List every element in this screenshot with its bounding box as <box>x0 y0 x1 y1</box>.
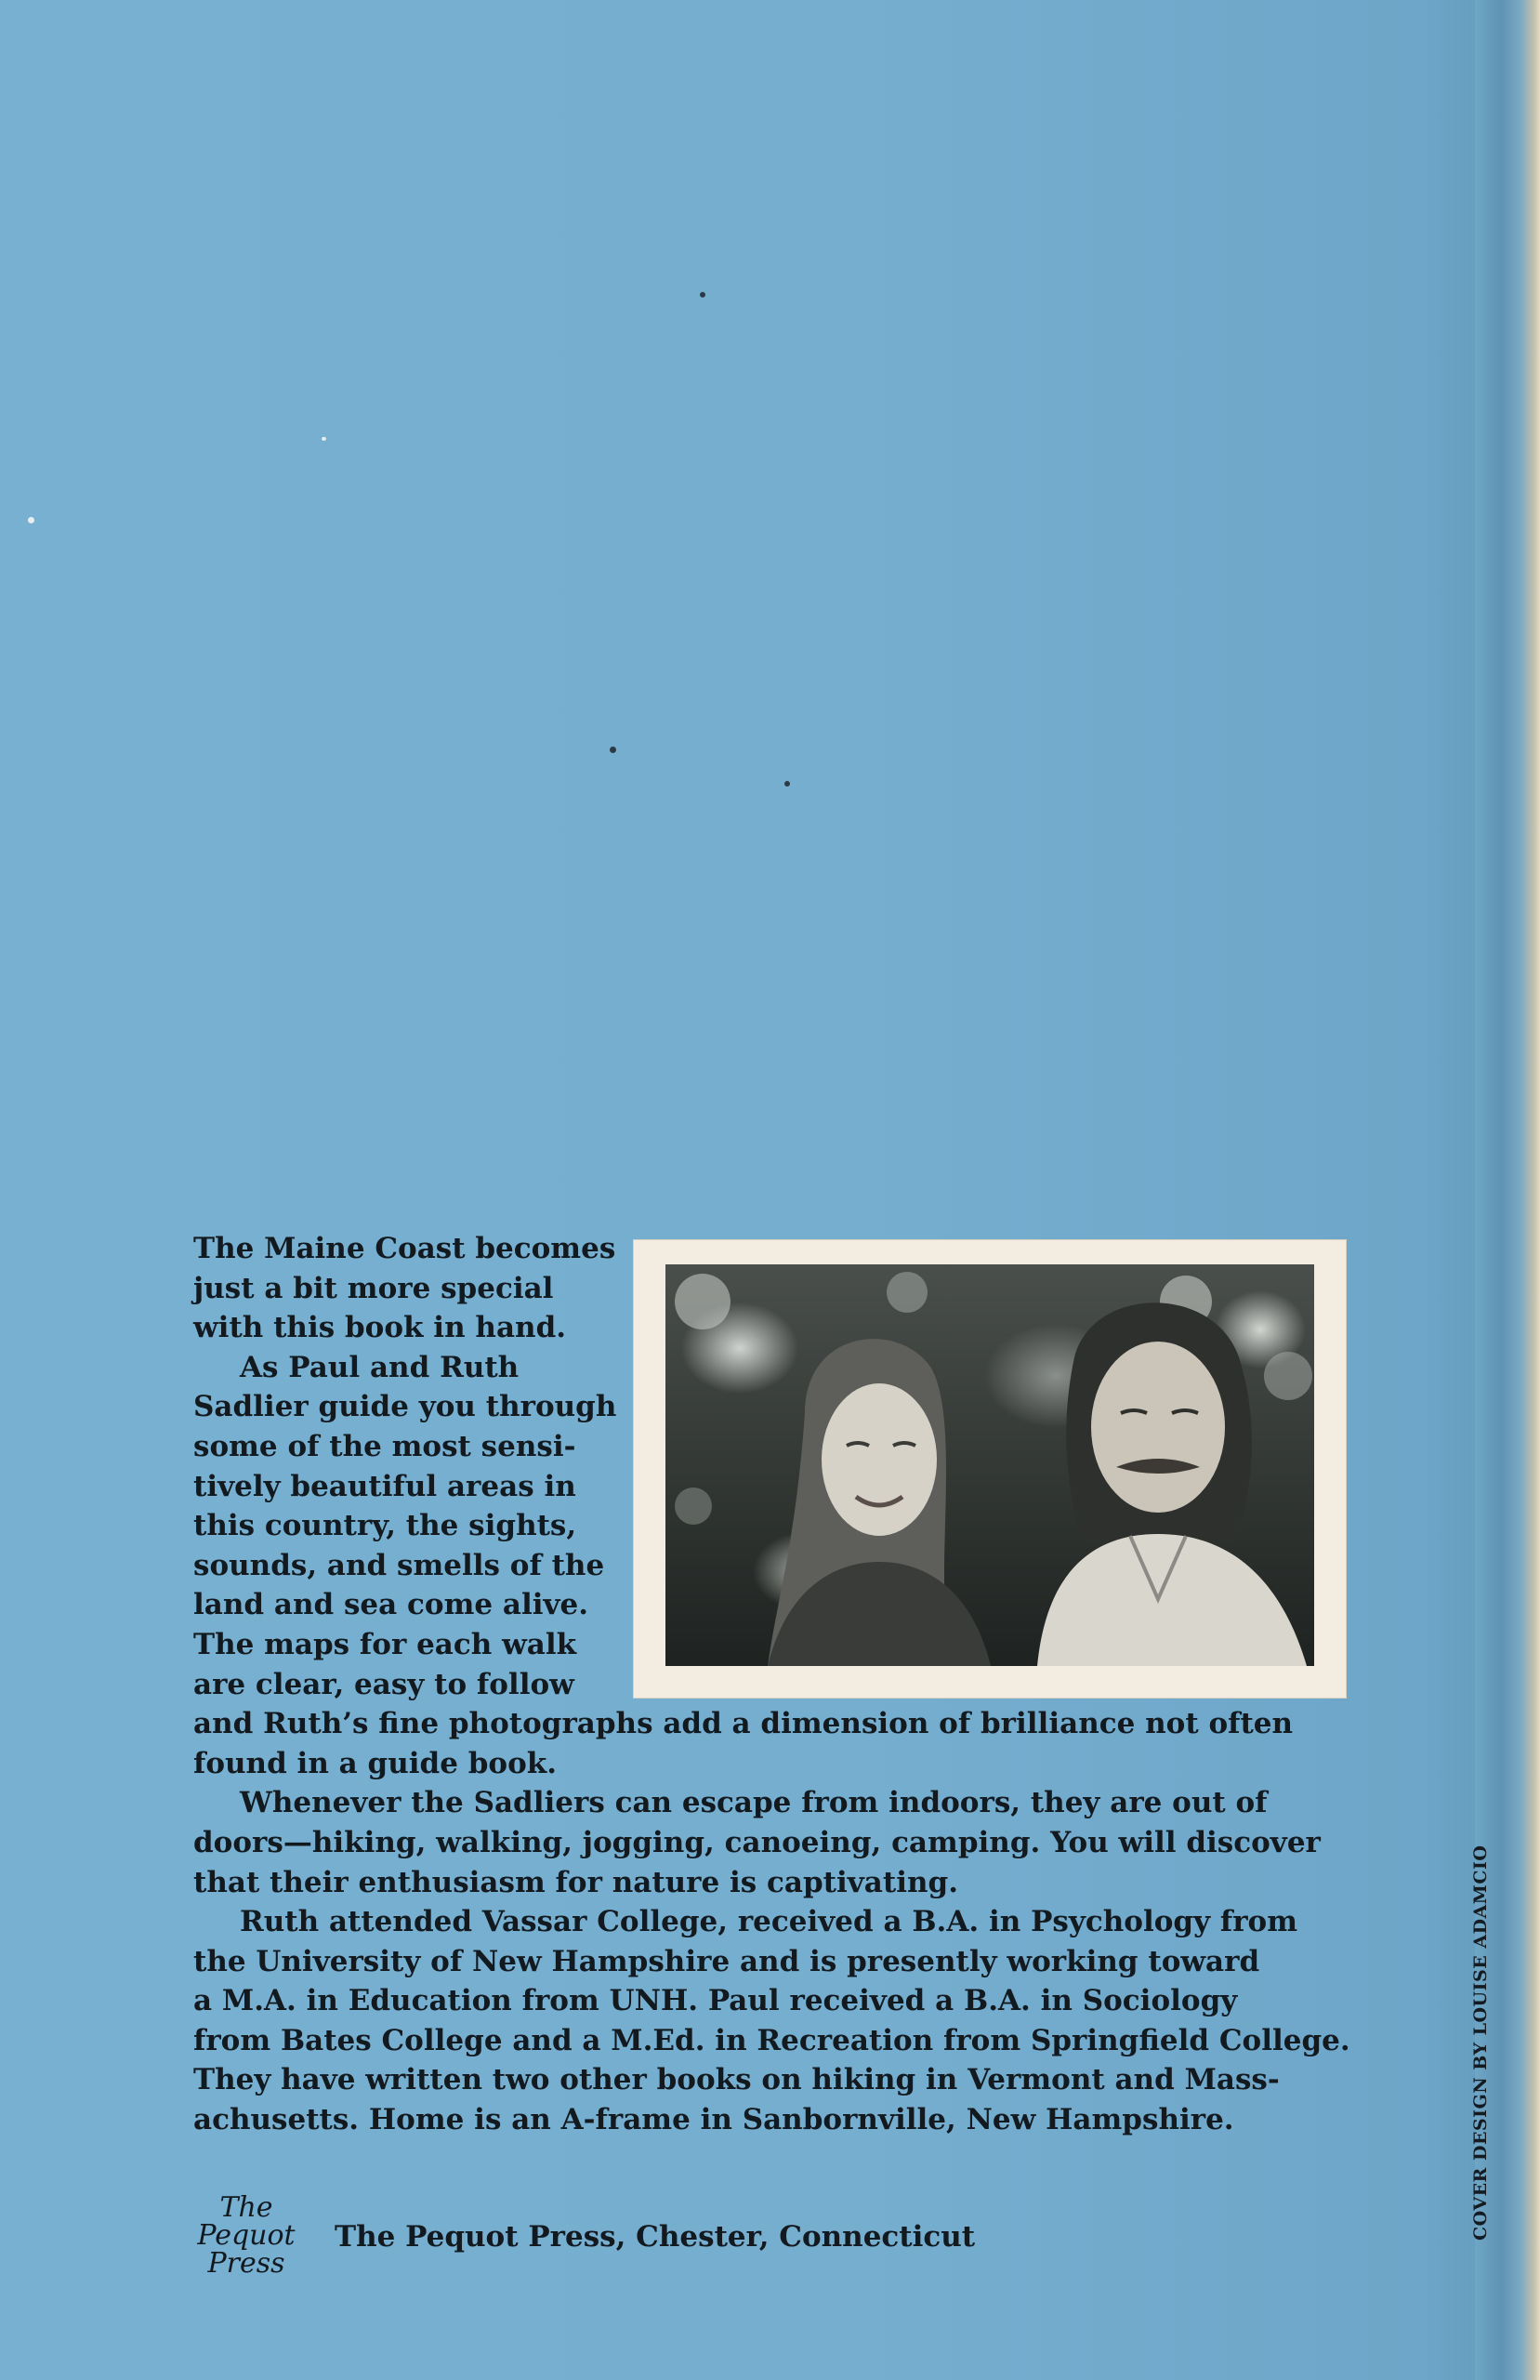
blurb-line: They have written two other books on hiking in Vermont and Mass- <box>193 2063 1280 2097</box>
blurb-line: sounds, and smells of the <box>193 1548 605 1582</box>
blurb-line: Ruth attended Vassar College, received a B.A. in Psychology from <box>240 1905 1298 1939</box>
blurb-line: with this book in hand. <box>193 1311 567 1345</box>
blurb-line: land and sea come alive. <box>193 1588 589 1622</box>
author-photo <box>665 1264 1314 1666</box>
speck-dot <box>784 781 790 787</box>
cover-design-credit: COVER DESIGN BY LOUISE ADAMCIO <box>1470 1844 1491 2241</box>
blurb-line: that their enthusiasm for nature is captivating. <box>193 1865 958 1899</box>
blurb-line: some of the most sensi- <box>193 1429 576 1463</box>
blurb-line: this country, the sights, <box>193 1509 577 1543</box>
logo-line: Press <box>207 2247 285 2280</box>
blurb-line: The maps for each walk <box>193 1627 577 1661</box>
blurb-line: and Ruth’s fine photographs add a dimension of brilliance not often <box>193 1707 1294 1741</box>
blurb-line: As Paul and Ruth <box>240 1350 520 1384</box>
blurb-line: doors—hiking, walking, jogging, canoeing, camping. You will discover <box>193 1825 1321 1859</box>
speck-dot <box>700 292 705 298</box>
blurb-line: found in a guide book. <box>193 1746 558 1780</box>
blurb-line: the University of New Hampshire and is presently working toward <box>193 1944 1260 1978</box>
speck-dot <box>322 437 326 441</box>
logo-line: The <box>219 2191 273 2224</box>
author-photo-frame <box>634 1240 1346 1698</box>
speck-dot <box>28 517 34 523</box>
pequot-press-logo <box>186 2191 307 2287</box>
logo-line: Pequot <box>197 2219 296 2252</box>
blurb-line: Sadlier guide you through <box>193 1390 617 1424</box>
blurb-line: Whenever the Sadliers can escape from indoors, they are out of <box>240 1786 1268 1820</box>
blurb-line: are clear, easy to follow <box>193 1667 574 1701</box>
blurb-line: a M.A. in Education from UNH. Paul received a B.A. in Sociology <box>193 1984 1238 2018</box>
blurb-line: just a bit more special <box>193 1271 554 1305</box>
publisher-imprint: The Pequot Press, Chester, Connecticut <box>335 2220 976 2254</box>
blurb-line: The Maine Coast becomes <box>193 1232 616 1265</box>
blurb-line: tively beautiful areas in <box>193 1469 576 1503</box>
author-photo-illustration <box>665 1264 1314 1666</box>
speck-dot <box>610 747 616 753</box>
blurb-line: achusetts. Home is an A-frame in Sanbornville, New Hampshire. <box>193 2103 1234 2137</box>
blurb-line: from Bates College and a M.Ed. in Recreation from Springfield College. <box>193 2023 1350 2057</box>
